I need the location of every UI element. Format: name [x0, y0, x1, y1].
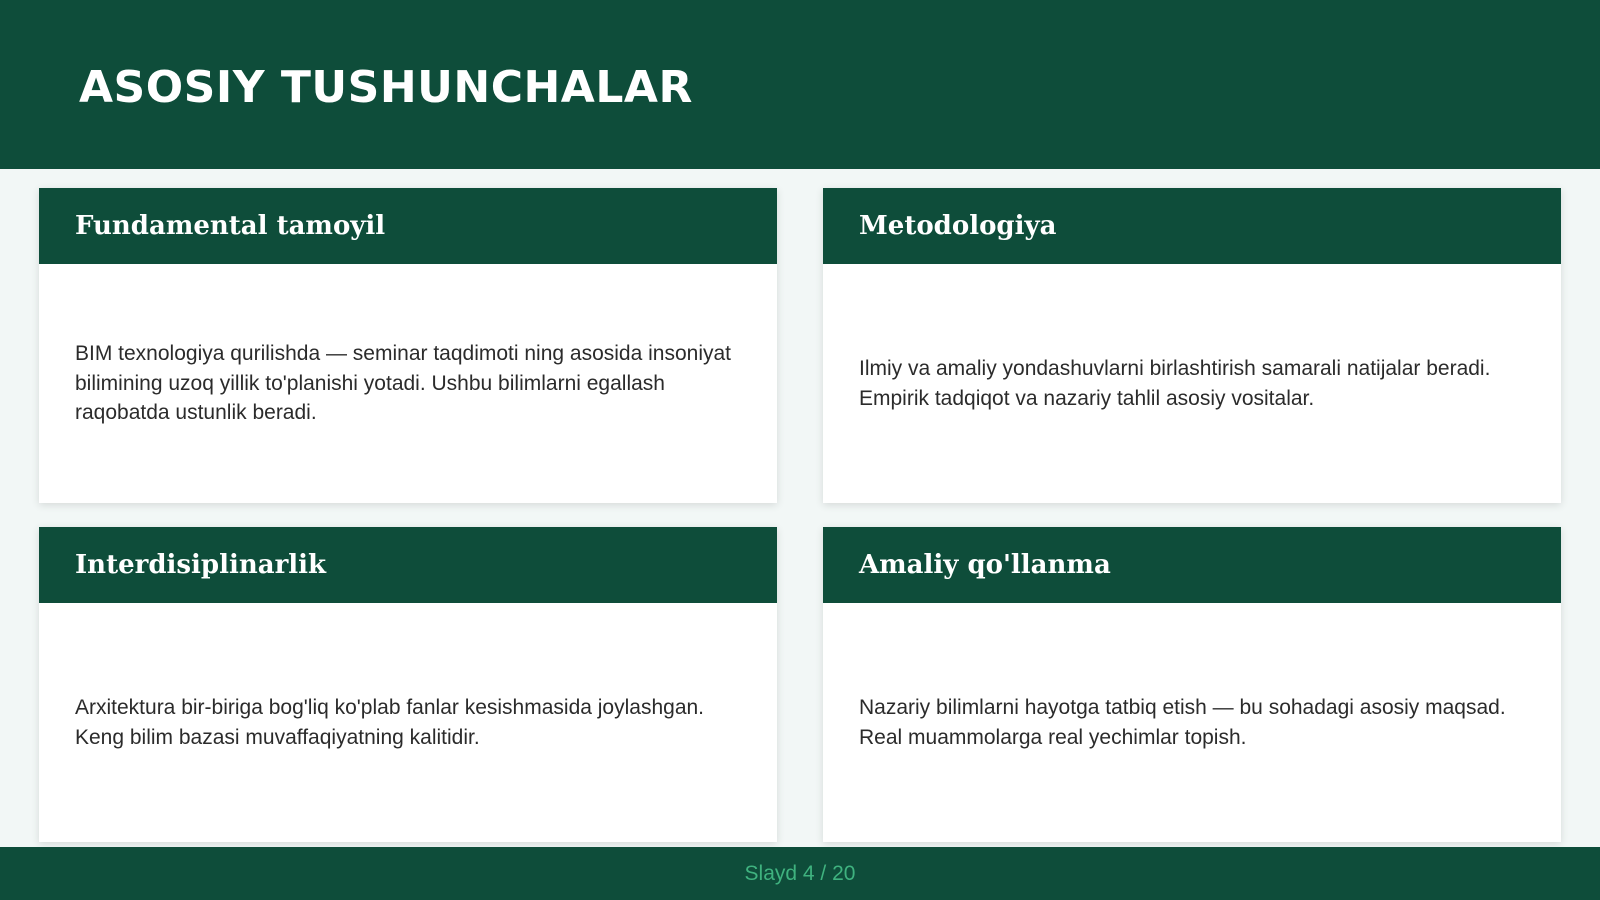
card-fundamental-principle: [39, 188, 777, 503]
card-title: Metodologiya: [859, 211, 1057, 241]
slide-title: ASOSIY TUSHUNCHALAR: [79, 62, 693, 113]
card-header: [39, 188, 777, 264]
card-title: Amaliy qo'llanma: [859, 550, 1111, 580]
card-text: Ilmiy va amaliy yondashuvlarni birlashtirish samarali natijalar beradi. Empirik tadqiqot va nazariy tahlil asosiy vositalar.: [859, 357, 1491, 410]
slide-counter: Slayd 4 / 20: [744, 861, 856, 885]
slide-footer: [0, 847, 1600, 900]
card-header: [39, 527, 777, 603]
card-header: [823, 527, 1561, 603]
card-text: BIM texnologiya qurilishda — seminar taqdimoti ning asosida insoniyat bilimining uzoq yillik to'planishi yotadi. Ushbu bilimlarni egallash raqobatda ustunlik beradi.: [75, 342, 732, 425]
card-body: [823, 264, 1561, 503]
slide-header: [0, 0, 1600, 169]
card-body: [39, 603, 777, 842]
card-interdisciplinarity: [39, 527, 777, 842]
card-title: Interdisiplinarlik: [75, 550, 327, 580]
card-body: [39, 264, 777, 503]
card-body: [823, 603, 1561, 842]
card-title: Fundamental tamoyil: [75, 211, 386, 241]
card-methodology: [823, 188, 1561, 503]
card-text: Arxitektura bir-biriga bog'liq ko'plab fanlar kesishmasida joylashgan. Keng bilim bazasi muvaffaqiyatning kalitidir.: [75, 696, 705, 749]
card-header: [823, 188, 1561, 264]
card-text: Nazariy bilimlarni hayotga tatbiq etish — bu sohadagi asosiy maqsad. Real muammolarga real yechimlar topish.: [859, 696, 1506, 749]
card-practical-guide: [823, 527, 1561, 842]
